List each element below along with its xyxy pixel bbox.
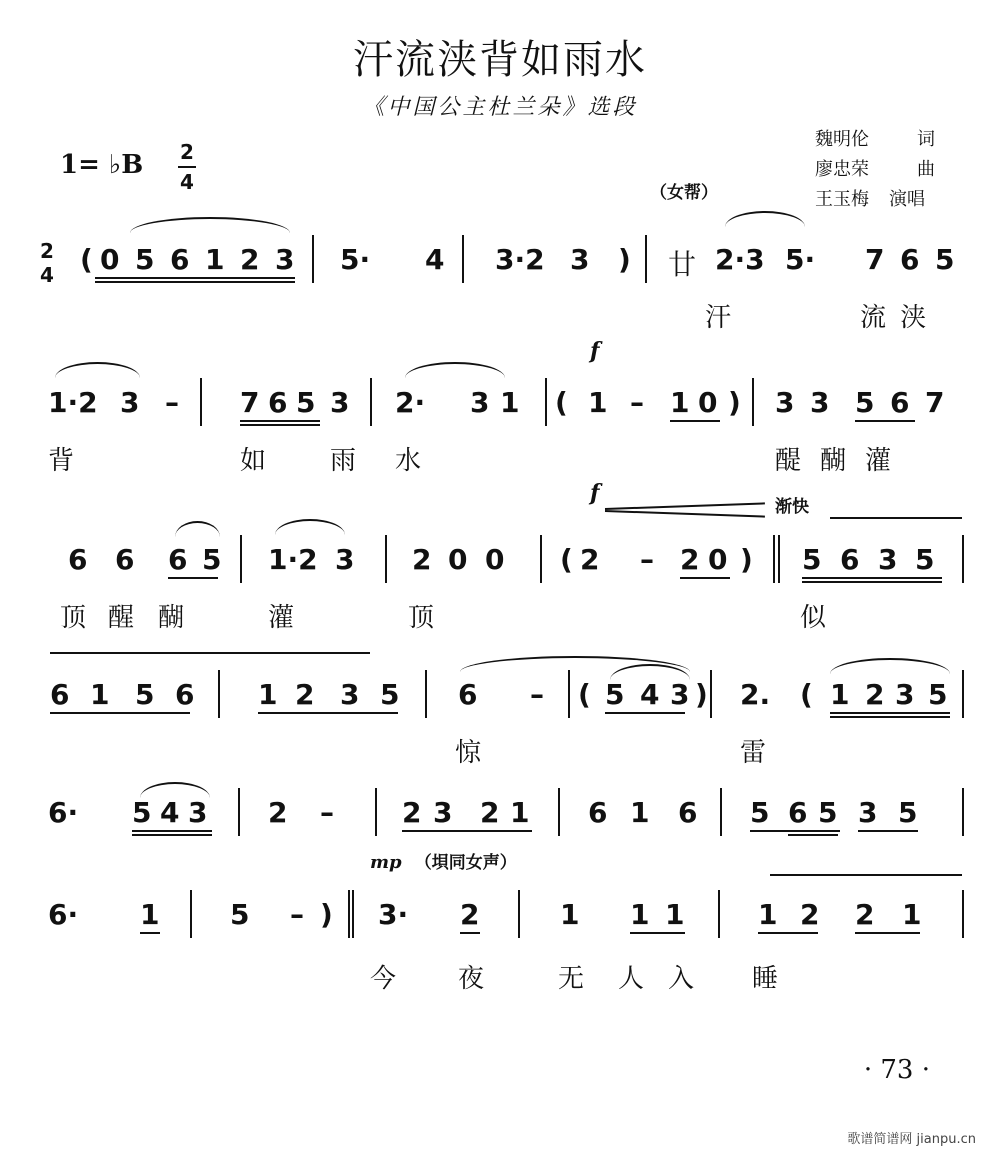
lyrics-row-6 <box>40 958 970 994</box>
accel-line <box>770 874 962 876</box>
watermark: 歌谱简谱网 jianpu.cn <box>847 1132 976 1147</box>
song-subtitle: 《中国公主杜兰朵》选段 <box>362 95 638 120</box>
note: 6 <box>678 796 698 829</box>
underline <box>830 712 950 714</box>
note: 5 <box>898 796 918 829</box>
note: ) <box>728 386 741 419</box>
note: 2 <box>480 796 500 829</box>
note: 1 <box>670 386 690 419</box>
note: 3 <box>275 243 295 276</box>
note: 2 <box>412 543 432 576</box>
note: 3 <box>895 678 915 711</box>
bar-line <box>645 235 647 283</box>
note: 4 <box>425 243 445 276</box>
note: – <box>290 898 304 931</box>
note: 4 <box>160 796 180 829</box>
underline <box>95 281 295 283</box>
note: ( <box>560 543 573 576</box>
note: 5 <box>928 678 948 711</box>
note: 3 <box>120 386 140 419</box>
underline <box>680 577 730 579</box>
note: 3· <box>378 898 409 931</box>
note: 3 <box>670 678 690 711</box>
note: 1 <box>830 678 850 711</box>
song-title: 汗流浃背如雨水 <box>353 37 647 83</box>
bar-line <box>720 788 722 836</box>
bar-line <box>312 235 314 283</box>
accel-line <box>50 652 370 654</box>
lyric: 入 <box>668 964 695 994</box>
crescendo-line <box>605 510 765 518</box>
key-signature: 1= ♭B <box>60 150 144 180</box>
lyric: 人 <box>618 964 645 994</box>
note: 3 <box>340 678 360 711</box>
lyrics-row-1 <box>40 297 970 333</box>
note: 2 <box>865 678 885 711</box>
credit-lyricist: 魏明伦 词 <box>815 129 935 150</box>
score-row-6 <box>40 880 970 994</box>
bar-line <box>462 235 464 283</box>
lyrics-row-2 <box>40 440 970 476</box>
note: 3 <box>335 543 355 576</box>
note: 3 <box>330 386 350 419</box>
marking-female-chorus: （女帮） <box>650 183 718 203</box>
underline <box>802 581 942 583</box>
bar-line <box>752 378 754 426</box>
note: 6 <box>788 796 808 829</box>
note: 6 <box>458 678 478 711</box>
note: 2·3 <box>715 243 765 276</box>
underline <box>240 424 320 426</box>
bar-line <box>348 890 350 938</box>
note: 5 <box>230 898 250 931</box>
note: 6 <box>900 243 920 276</box>
note: 6 <box>840 543 860 576</box>
underline <box>132 830 212 832</box>
note: 3 <box>570 243 590 276</box>
score-row-1 <box>40 225 970 333</box>
note: 2 <box>295 678 315 711</box>
credit-composer: 廖忠荣 曲 <box>815 159 935 180</box>
page-number: · 73 · <box>863 1055 930 1085</box>
note: 6 <box>890 386 910 419</box>
bar-line <box>962 535 964 583</box>
note: 0 <box>698 386 718 419</box>
note: 3 <box>470 386 490 419</box>
bar-line <box>540 535 542 583</box>
note: 5 <box>935 243 955 276</box>
bar-line <box>962 670 964 718</box>
note: ) <box>695 678 708 711</box>
note: 1 <box>560 898 580 931</box>
score-row-4 <box>40 660 970 768</box>
lyric: 顶 <box>408 603 435 633</box>
lyric: 雷 <box>740 738 767 768</box>
note: 7 <box>925 386 945 419</box>
note: 7 <box>865 243 885 276</box>
bar-line <box>425 670 427 718</box>
note: 6 <box>50 678 70 711</box>
underline <box>132 834 212 836</box>
note: 3 <box>188 796 208 829</box>
bar-line <box>545 378 547 426</box>
marking-hu: 廿 <box>668 248 697 281</box>
slur <box>55 362 140 378</box>
note: 5 <box>855 386 875 419</box>
note: 2 <box>240 243 260 276</box>
slur <box>140 782 210 798</box>
bar-line <box>962 890 964 938</box>
note: – <box>630 386 644 419</box>
bar-line <box>518 890 520 938</box>
note: 1·2 <box>268 543 318 576</box>
note: 5 <box>915 543 935 576</box>
note: ( <box>555 386 568 419</box>
slur <box>405 362 505 378</box>
note: – <box>165 386 179 419</box>
note: 1 <box>758 898 778 931</box>
note: 0 <box>708 543 728 576</box>
bar-line <box>962 788 964 836</box>
lyric: 惊 <box>455 738 482 768</box>
note: 1 <box>510 796 530 829</box>
note: 2 <box>268 796 288 829</box>
marking-with-female: （垻同女声） <box>414 853 517 873</box>
note: 1 <box>258 678 278 711</box>
bar-line <box>375 788 377 836</box>
crescendo-line <box>605 502 765 510</box>
underline <box>240 420 320 422</box>
note: 1 <box>205 243 225 276</box>
slur <box>725 211 805 227</box>
bar-line <box>773 535 775 583</box>
note: 5 <box>135 243 155 276</box>
note: 6 <box>115 543 135 576</box>
note: 1 <box>902 898 922 931</box>
note: 5 <box>818 796 838 829</box>
note: 1 <box>630 898 650 931</box>
bar-line <box>568 670 570 718</box>
underline <box>95 277 295 279</box>
note: 2 <box>580 543 600 576</box>
note: 5 <box>132 796 152 829</box>
note: 5 <box>802 543 822 576</box>
lyric: 顶 <box>60 603 87 633</box>
underline <box>402 830 532 832</box>
lyric: 醒 <box>108 603 135 633</box>
slur <box>830 658 950 674</box>
dynamic-f-1: f <box>590 338 600 364</box>
note: 3·2 <box>495 243 545 276</box>
note: 6· <box>48 796 79 829</box>
accel-line <box>830 517 962 519</box>
underline <box>258 712 398 714</box>
note: 6 <box>175 678 195 711</box>
slur <box>275 519 345 535</box>
underline <box>830 716 950 718</box>
note: 0 <box>448 543 468 576</box>
lyric: 似 <box>800 603 827 633</box>
lyric: 灌 <box>865 446 892 476</box>
note: 1 <box>500 386 520 419</box>
note: 5 <box>380 678 400 711</box>
notes-row-4 <box>40 660 970 720</box>
note: 3 <box>433 796 453 829</box>
lyric: 醐 <box>158 603 185 633</box>
note: 0 <box>485 543 505 576</box>
underline <box>758 932 818 934</box>
underline <box>630 932 685 934</box>
note: 2 <box>460 898 480 931</box>
note: 5· <box>785 243 816 276</box>
note: 2 <box>800 898 820 931</box>
bar-line <box>558 788 560 836</box>
bar-line <box>238 788 240 836</box>
notes-row-1 <box>40 225 970 285</box>
lyric: 流 <box>860 303 887 333</box>
dynamic-mp: mp <box>370 852 402 873</box>
note: ( <box>80 243 93 276</box>
note: 1·2 <box>48 386 98 419</box>
underline <box>855 932 920 934</box>
note: 2 <box>402 796 422 829</box>
note: 5 <box>750 796 770 829</box>
time-signature: 2 4 <box>178 140 196 194</box>
note: 3 <box>810 386 830 419</box>
bar-line <box>718 890 720 938</box>
bar-line <box>218 670 220 718</box>
note: 6 <box>68 543 88 576</box>
notes-row-3 <box>40 525 970 585</box>
score-row-2 <box>40 368 970 476</box>
notes-row-2 <box>40 368 970 428</box>
note: 6· <box>48 898 79 931</box>
slur <box>175 521 220 537</box>
lyric: 水 <box>395 446 422 476</box>
note: 1 <box>665 898 685 931</box>
note: 5 <box>202 543 222 576</box>
lyric: 醐 <box>820 446 847 476</box>
bar-line <box>710 670 712 718</box>
marking-accel: 渐快 <box>775 497 809 517</box>
note: 2 <box>855 898 875 931</box>
lyrics-row-4 <box>40 732 970 768</box>
note: 5· <box>340 243 371 276</box>
dynamic-f-2: f <box>590 480 600 506</box>
note: 3 <box>858 796 878 829</box>
bar-line <box>240 535 242 583</box>
note: ) <box>740 543 753 576</box>
note: 0 <box>100 243 120 276</box>
bar-line <box>352 890 354 938</box>
underline <box>50 712 190 714</box>
lyric: 夜 <box>458 964 485 994</box>
lyric: 汗 <box>705 303 732 333</box>
note: 1 <box>588 386 608 419</box>
note: 5 <box>605 678 625 711</box>
lyric: 睡 <box>752 964 779 994</box>
underline <box>460 932 480 934</box>
note: 6 <box>168 543 188 576</box>
marking-mp-group <box>370 848 517 873</box>
lyric: 今 <box>370 964 397 994</box>
underline <box>788 834 838 836</box>
note: 7 <box>240 386 260 419</box>
note: – <box>320 796 334 829</box>
note: 1 <box>90 678 110 711</box>
bar-line <box>190 890 192 938</box>
note: – <box>640 543 654 576</box>
lyric: 醍 <box>775 446 802 476</box>
note: ) <box>320 898 333 931</box>
underline <box>605 712 685 714</box>
credit-singer: 王玉梅 演唱 <box>815 189 925 210</box>
note: 6 <box>268 386 288 419</box>
note: ( <box>800 678 813 711</box>
underline <box>858 830 918 832</box>
lyric: 如 <box>240 446 267 476</box>
note: 2· <box>395 386 426 419</box>
lyric: 背 <box>48 446 75 476</box>
notes-row-5 <box>40 778 970 838</box>
underline <box>140 932 160 934</box>
note: 4 <box>640 678 660 711</box>
note: 1 <box>630 796 650 829</box>
row-time-signature: 2 4 <box>40 239 54 287</box>
lyric: 雨 <box>330 446 357 476</box>
lyric: 浃 <box>900 303 927 333</box>
lyric: 无 <box>558 964 585 994</box>
note: 1 <box>140 898 160 931</box>
underline <box>168 577 218 579</box>
underline <box>802 577 942 579</box>
note: ( <box>578 678 591 711</box>
note: 3 <box>878 543 898 576</box>
note: 3 <box>775 386 795 419</box>
bar-line <box>200 378 202 426</box>
note: 2. <box>740 678 771 711</box>
note: 6 <box>170 243 190 276</box>
bar-line <box>370 378 372 426</box>
note: 5 <box>296 386 316 419</box>
note: ) <box>618 243 631 276</box>
underline <box>670 420 720 422</box>
lyric: 灌 <box>268 603 295 633</box>
underline <box>855 420 915 422</box>
note: – <box>530 678 544 711</box>
score-row-3 <box>40 525 970 633</box>
notes-row-6 <box>40 880 970 940</box>
lyrics-row-3 <box>40 597 970 633</box>
slur <box>130 217 290 233</box>
note: 6 <box>588 796 608 829</box>
underline <box>750 830 840 832</box>
bar-line <box>778 535 780 583</box>
bar-line <box>385 535 387 583</box>
note: 2 <box>680 543 700 576</box>
note: 5 <box>135 678 155 711</box>
